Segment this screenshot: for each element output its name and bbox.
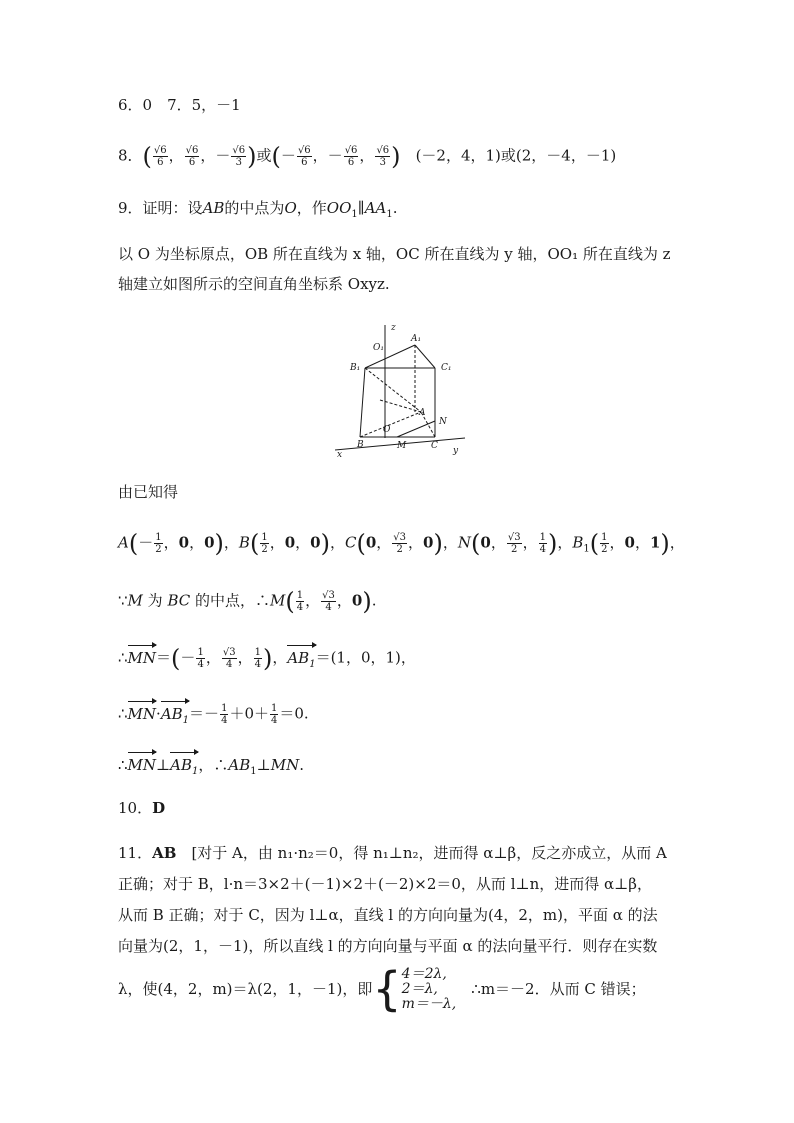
label-C1: C₁ xyxy=(441,363,452,373)
label-A: A xyxy=(419,408,426,418)
answer-9-setup-2: 轴建立如图所示的空间直角坐标系 Oxyz. xyxy=(118,275,390,293)
answer-9-dot: $\therefore MN\cdot AB_1=-$ $\frac{1}{4}$ ＋0＋ $\frac{1}{4}$ ＝0. xyxy=(118,703,309,731)
label-O1: O₁ xyxy=(373,343,384,353)
answer-9-coords: A(－ $\frac{1}{2}$ ，0，0)，B( $\frac{1}{2}$ ，0，0)，C(0， $\frac{√3}{2}$ ，0)，N(0， $\frac{√3}{2}$ ， $\frac{1}{4}$ )，$B_1$( $\frac{1}{2}$ ，0，1)， xyxy=(118,529,685,558)
label-B1: B₁ xyxy=(350,363,361,373)
answer-9-conclusion: $\therefore MN\perp AB_1$，$\therefore AB_1\perp MN$. xyxy=(118,755,304,782)
label-z: z xyxy=(391,323,396,333)
answer-11-line-4: 向量为(2，1，－1)，所以直线 l 的方向向量与平面 α 的法向量平行．则存在实数 xyxy=(118,937,658,955)
answer-9-known: 由已知得 xyxy=(118,483,179,501)
answer-8: 8．( $\frac{√6}{6}$ ， $\frac{√6}{6}$ ，－ $\frac{√6}{3}$ )或(－ $\frac{√6}{6}$ ，－ $\frac{√6}{6}$ ， $\frac{√6}{3}$ ) (－2，4，1)或(2，－4，－1) xyxy=(118,142,617,171)
label-A1: A₁ xyxy=(411,334,422,344)
answer-11-line-3: 从而 B 正确；对于 C，因为 l⊥α，直线 l 的方向向量为(4，2，m)，平面 α 的法 xyxy=(118,906,658,924)
answer-9-vectors: ∴MN＝(－ $\frac{1}{4}$ ， $\frac{√3}{4}$ ， $\frac{1}{4}$ )，$AB_1=(1$，0，1)， xyxy=(118,644,416,673)
label-B: B xyxy=(357,440,364,450)
label-C: C xyxy=(431,441,438,451)
answer-9-setup: 以 O 为坐标原点，OB 所在直线为 x 轴，OC 所在直线为 y 轴，OO₁ 所在直线为 z xyxy=(118,245,671,263)
label-M: M xyxy=(397,441,407,451)
answer-10: 10．D xyxy=(118,799,166,817)
label-N: N xyxy=(439,417,447,427)
answer-11-line-2: 正确；对于 B，l·n＝3×2＋(－1)×2＋(－2)×2＝0，从而 l⊥n，进而得 α⊥β， xyxy=(118,875,652,893)
answer-11-line-1: 11．AB [对于 A，由 n₁·n₂＝0，得 n₁⊥n₂，进而得 α⊥β，反之亦成立，从而 A xyxy=(118,844,667,862)
label-y: y xyxy=(453,446,459,456)
answer-9-intro: 9．证明：设AB的中点为O，作$OO_1\parallel AA_1$. xyxy=(118,199,398,220)
label-O: O xyxy=(383,425,391,435)
prism-diagram xyxy=(335,320,475,460)
answer-11-line-5: λ，使(4，2，m)＝λ(2，1，－1)，即{ 4＝2λ, 2＝λ, m＝－λ, ∴m＝－2．从而 C 错误； xyxy=(118,962,646,1016)
label-x: x xyxy=(337,450,343,460)
answer-6-7: 6．0 7．5，－1 xyxy=(118,96,241,114)
answer-9-midpoint: ∵M 为 BC 的中点，∴M( $\frac{1}{4}$ ， $\frac{√3}{4}$ ，0). xyxy=(118,587,377,616)
